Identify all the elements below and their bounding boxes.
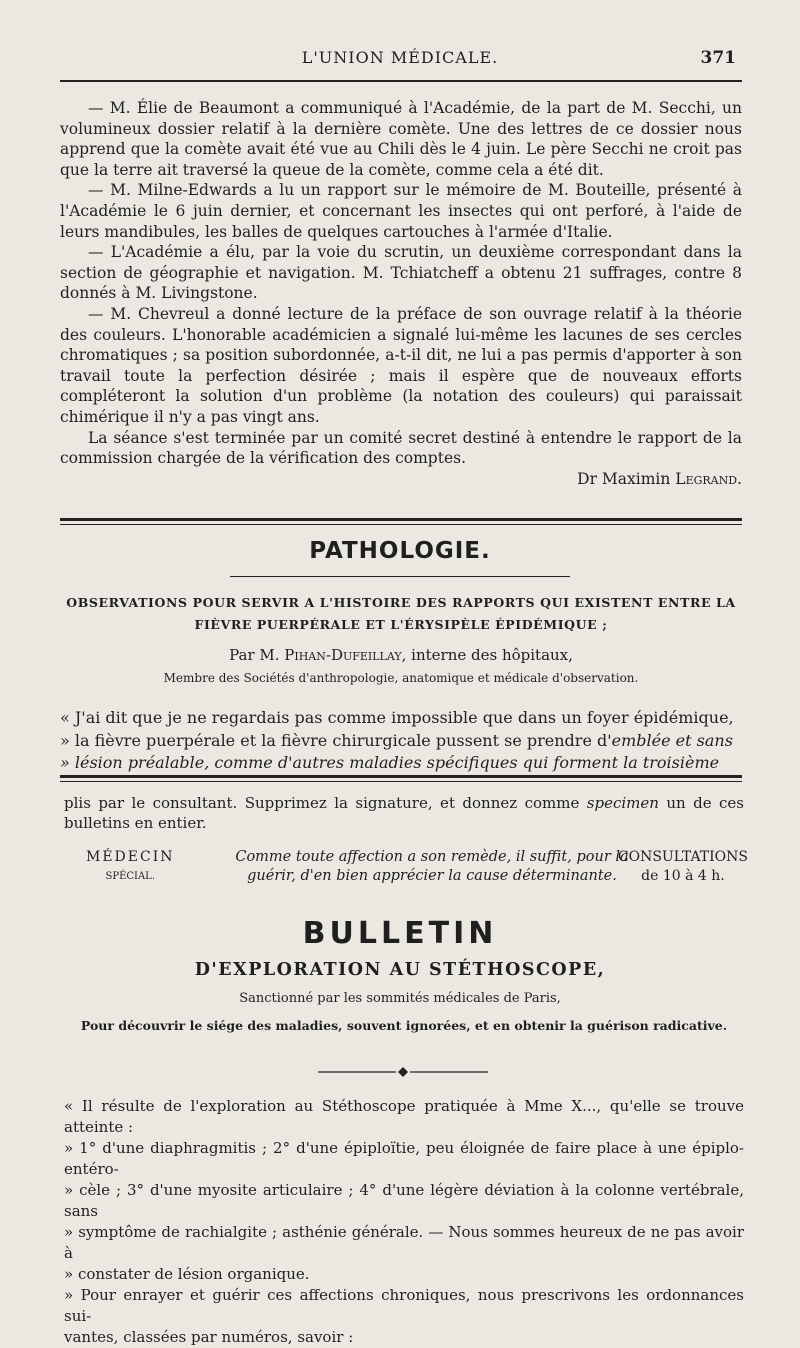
paragraph-election: — L'Académie a élu, par la voie du scrutin, un deuxième correspondant dans la section de géographie et navigation. M. Tchiatcheff a obtenu 21 suffrages, contre 8 donnés à M. Livingstone. [60, 243, 742, 303]
quote-line-2-italic: emblée et sans [611, 730, 733, 750]
article-quote [60, 707, 742, 775]
quote-line-2-start: » la fièvre puerpérale et la fièvre chirurgicale pussent se prendre d' [60, 730, 612, 750]
signature-prefix: Dr Maximin [577, 469, 676, 488]
bulletin-title: BULLETIN [302, 916, 498, 951]
advert-doctor-line-1: MÉDECIN [86, 849, 175, 865]
bulletin-sanction: Sanctionné par les sommités médicales de Paris, [239, 991, 561, 1006]
quote-line-2 [60, 730, 742, 753]
author-name: Pihan-Dufeillay [284, 646, 402, 664]
page-header [60, 48, 740, 74]
advert-doctor-line-2: SPÉCIAL. [105, 871, 156, 882]
author-affiliation: Membre des Sociétés d'anthropologie, anatomique et médicale d'observation. [163, 671, 639, 685]
section-rule-bottom [60, 524, 742, 525]
advert-intro-start: plis par le consultant. Supprimez la signature, et donnez comme [64, 794, 587, 812]
section-title-underline [230, 576, 570, 577]
signature [60, 469, 742, 490]
bulletin-line: » Pour enrayer et guérir ces affections chroniques, nous prescrivons les ordonnances sui- [64, 1286, 744, 1325]
ornament-divider [318, 1066, 488, 1078]
advert-intro-end: un de ces bulletins en entier. [64, 794, 744, 832]
paragraph-closing: La séance s'est terminée par un comité secret destiné à entendre le rapport de la commission chargée de la vérification des comptes. [60, 428, 742, 468]
signature-name: Legrand. [675, 469, 742, 488]
page-number: 371 [700, 48, 736, 68]
advert-intro-italic: specimen [586, 794, 659, 812]
bulletin-body [64, 1096, 744, 1348]
advert-motto [202, 848, 662, 886]
paragraph-chevreul: — M. Chevreul a donné lecture de la préface de son ouvrage relatif à la théorie des couleurs. L'honorable académicien a signalé lui-même les lacunes de ses cercles chromatiques ; sa position subordonnée, a-t-il dit, ne lui a pas permis d'apporter à son travail toute la perfection désirée ; mais il espère que de nouveaux efforts compléteront la solution d'un problème (la notation des couleurs) qui paraissait chimérique il n'y a pas vingt ans. [60, 304, 742, 426]
advert-doctor [86, 848, 175, 886]
advert-consultations-line-1: CONSULTATIONS [617, 849, 748, 865]
bulletin-tagline: Pour découvrir le siége des maladies, souvent ignorées, et en obtenir la guérison radicative. [80, 1018, 728, 1033]
bulletin-line: « Il résulte de l'exploration au Stéthoscope pratiquée à Mme X..., qu'elle se trouve atteinte : [64, 1097, 744, 1136]
bulletin-line: » symptôme de rachialgite ; asthénie générale. — Nous sommes heureux de ne pas avoir à [64, 1223, 744, 1262]
section-rule-top [60, 518, 742, 521]
bulletin-line: » 1° d'une diaphragmitis ; 2° d'une épiploïtie, peu éloignée de faire place à une épiplo-entéro- [64, 1139, 744, 1178]
advert-rule-bottom [60, 781, 742, 782]
advert-rule-top [60, 775, 742, 778]
bulletin-line: » constater de lésion organique. [64, 1265, 310, 1283]
article-title-line-2: FIÈVRE PUERPÉRALE ET L'ÉRYSIPÈLE ÉPIDÉMIQUE ; [194, 617, 608, 632]
academy-report [60, 98, 742, 489]
paragraph-milne-edwards: — M. Milne-Edwards a lu un rapport sur le mémoire de M. Bouteille, présenté à l'Académie le 6 juin dernier, et concernant les insectes qui ont perforé, à l'aide de leurs mandibules, les balles de quelques cartouches à l'armée d'Italie. [60, 181, 742, 241]
running-title: L'UNION MÉDICALE. [301, 48, 499, 67]
author-prefix: Par M. [229, 646, 285, 664]
advert-consultations-line-2: de 10 à 4 h. [641, 868, 725, 884]
article-title [60, 592, 742, 636]
bulletin-subtitle: D'EXPLORATION AU STÉTHOSCOPE, [194, 960, 606, 980]
advert-consultations [618, 848, 748, 886]
quote-line-1: « J'ai dit que je ne regardais pas comme impossible que dans un foyer épidémique, [60, 708, 734, 727]
paragraph-beaumont: — M. Élie de Beaumont a communiqué à l'Académie, de la part de M. Secchi, un volumineux dossier relatif à la dernière comète. Une des lettres de ce dossier nous apprend que la comète avait été vue au Chili dès le 4 juin. Le père Secchi ne croit pas que la terre ait traversé la queue de la comète, comme cela a été dit. [60, 99, 742, 179]
advert-intro [64, 793, 744, 833]
article-author [60, 646, 742, 664]
advert-motto-line-2: guérir, d'en bien apprécier la cause déterminante. [247, 868, 617, 884]
section-title: PATHOLOGIE. [309, 538, 491, 564]
bulletin-line: » cèle ; 3° d'une myosite articulaire ; 4° d'une légère déviation à la colonne vertébrale, sans [64, 1181, 744, 1220]
advert-motto-line-1: Comme toute affection a son remède, il suffit, pour la [235, 849, 629, 865]
bulletin-line: vantes, classées par numéros, savoir : [64, 1328, 354, 1346]
article-title-line-1: OBSERVATIONS POUR SERVIR A L'HISTOIRE DES RAPPORTS QUI EXISTENT ENTRE LA [66, 595, 736, 610]
header-rule [60, 80, 742, 82]
quote-line-3: » lésion préalable, comme d'autres maladies spécifiques qui forment la troisième [60, 753, 720, 772]
advert-header-row [60, 848, 750, 888]
author-suffix: , interne des hôpitaux, [401, 646, 573, 664]
